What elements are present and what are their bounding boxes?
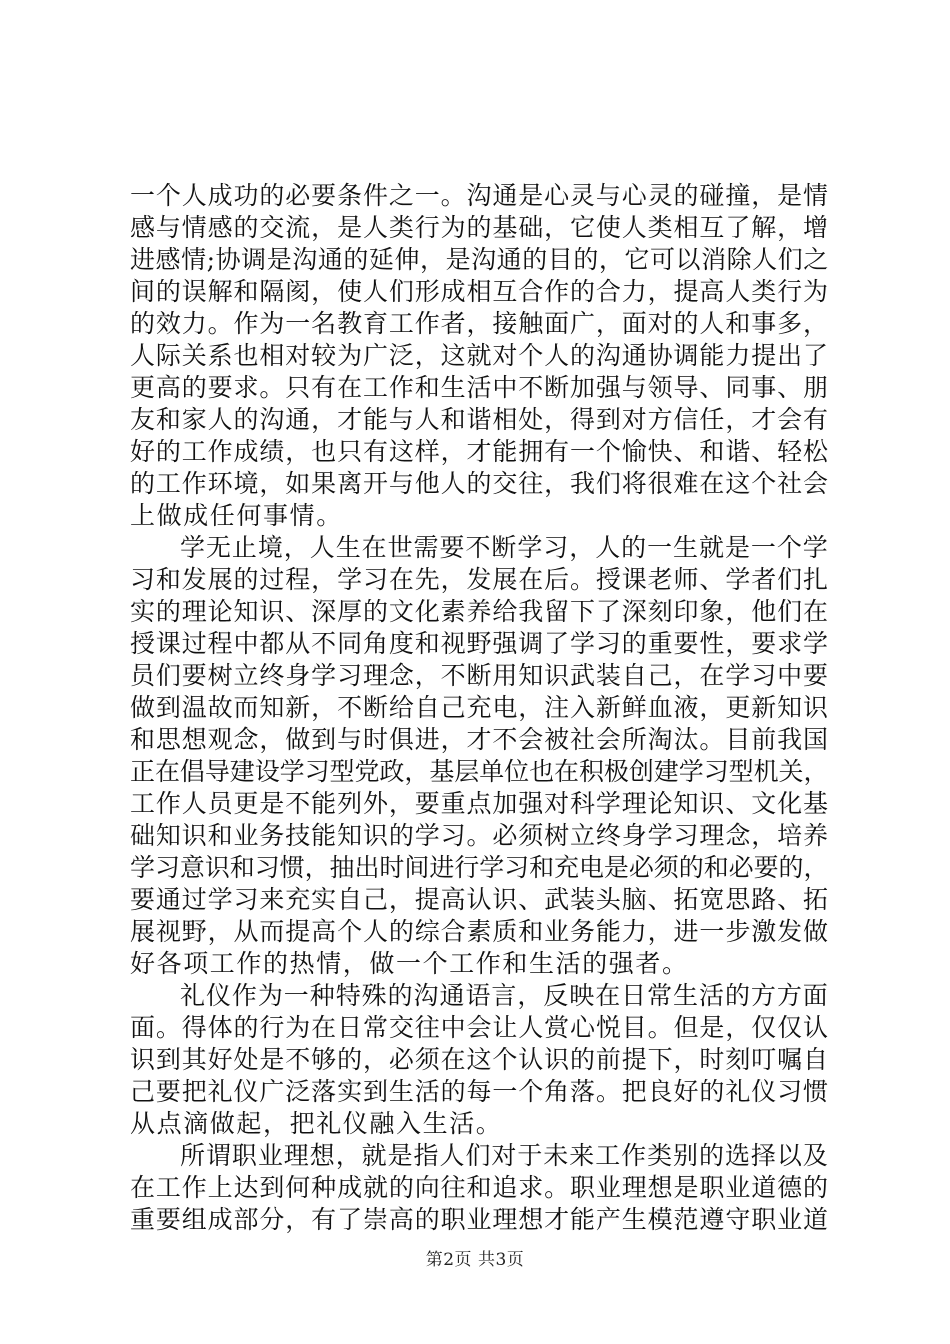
text-line: 学习意识和习惯，抽出时间进行学习和充电是必须的和必要的，: [130, 853, 829, 882]
text-line: 的效力。作为一名教育工作者，接触面广，面对的人和事多，: [130, 309, 829, 338]
text-line: 上做成任何事情。: [130, 501, 343, 530]
text-line: 更高的要求。只有在工作和生活中不断加强与领导、同事、朋: [130, 373, 829, 402]
text-line: 面。得体的行为在日常交往中会让人赏心悦目。但是，仅仅认: [130, 1013, 829, 1042]
paragraph-first-line: 礼仪作为一种特殊的沟通语言，反映在日常生活的方方面: [180, 981, 829, 1010]
text-line: 展视野，从而提高个人的综合素质和业务能力，进一步激发做: [130, 917, 829, 946]
paragraph-first-line: 所谓职业理想，就是指人们对于未来工作类别的选择以及: [180, 1141, 829, 1170]
text-line: 和思想观念，做到与时俱进，才不会被社会所淘汰。目前我国: [130, 725, 829, 754]
text-line: 进感情;协调是沟通的延伸，是沟通的目的，它可以消除人们之: [130, 245, 829, 274]
text-line: 在工作上达到何种成就的向往和追求。职业理想是职业道德的: [130, 1173, 829, 1202]
text-line: 的工作环境，如果离开与他人的交往，我们将很难在这个社会: [130, 469, 829, 498]
text-line: 一个人成功的必要条件之一。沟通是心灵与心灵的碰撞，是情: [130, 181, 829, 210]
body-text: [130, 180, 830, 1236]
text-line: 员们要树立终身学习理念，不断用知识武装自己，在学习中要: [130, 661, 829, 690]
text-line: 工作人员更是不能列外，要重点加强对科学理论知识、文化基: [130, 789, 829, 818]
paragraph-first-line: 学无止境，人生在世需要不断学习，人的一生就是一个学: [180, 533, 829, 562]
text-line: 己要把礼仪广泛落实到生活的每一个角落。把良好的礼仪习惯: [130, 1077, 829, 1106]
text-line: 友和家人的沟通，才能与人和谐相处，得到对方信任，才会有: [130, 405, 829, 434]
text-line: 础知识和业务技能知识的学习。必须树立终身学习理念，培养: [130, 821, 829, 850]
text-line: 好各项工作的热情，做一个工作和生活的强者。: [130, 949, 689, 978]
text-line: 做到温故而知新，不断给自己充电，注入新鲜血液，更新知识: [130, 693, 829, 722]
text-line: 习和发展的过程，学习在先，发展在后。授课老师、学者们扎: [130, 565, 829, 594]
text-line: 从点滴做起，把礼仪融入生活。: [130, 1109, 503, 1138]
page-footer: 第2页 共3页: [425, 1250, 525, 1270]
text-line: 好的工作成绩，也只有这样，才能拥有一个愉快、和谐、轻松: [130, 437, 829, 466]
text-line: 正在倡导建设学习型党政，基层单位也在积极创建学习型机关，: [130, 757, 829, 786]
text-line: 感与情感的交流，是人类行为的基础，它使人类相互了解，增: [130, 213, 829, 242]
text-line: 重要组成部分，有了崇高的职业理想才能产生模范遵守职业道: [130, 1205, 829, 1234]
text-line: 人际关系也相对较为广泛，这就对个人的沟通协调能力提出了: [130, 341, 829, 370]
text-line: 识到其好处是不够的，必须在这个认识的前提下，时刻叮嘱自: [130, 1045, 829, 1074]
text-line: 实的理论知识、深厚的文化素养给我留下了深刻印象，他们在: [130, 597, 829, 626]
text-line: 间的误解和隔阂，使人们形成相互合作的合力，提高人类行为: [130, 277, 829, 306]
text-line: 要通过学习来充实自己，提高认识、武装头脑、拓宽思路、拓: [130, 885, 829, 914]
text-line: 授课过程中都从不同角度和视野强调了学习的重要性，要求学: [130, 629, 829, 658]
